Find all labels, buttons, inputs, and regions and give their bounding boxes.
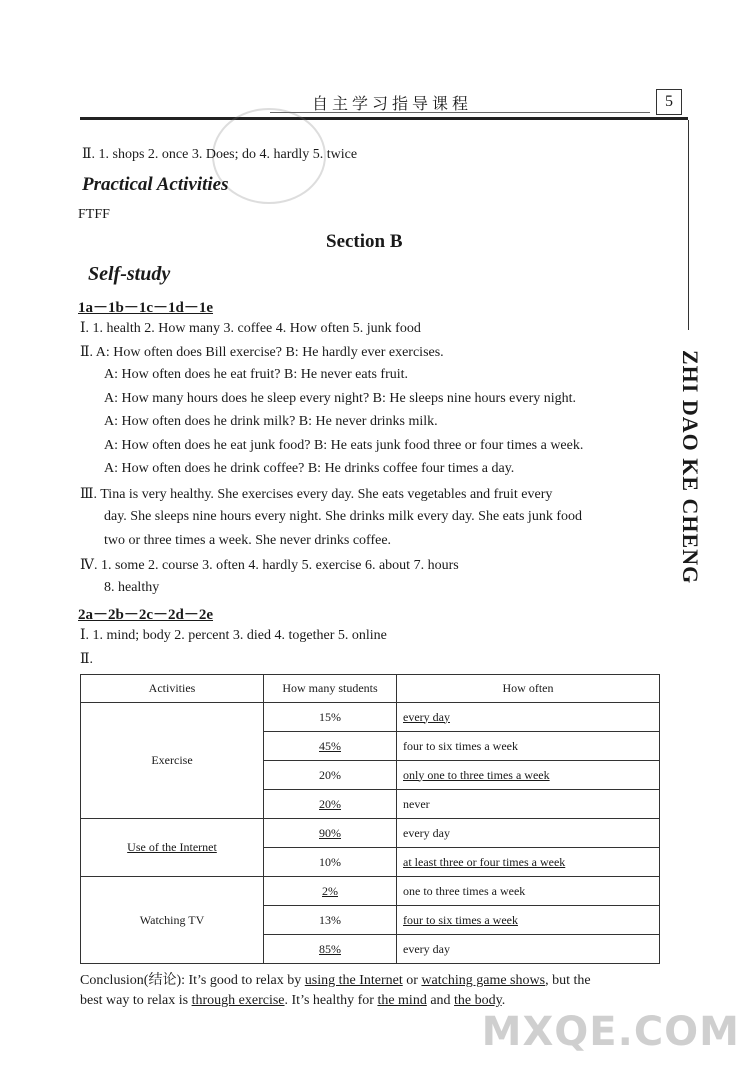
table-header-row (81, 675, 660, 703)
conclusion-answer: the mind (377, 993, 427, 1008)
often-cell: four to six times a week (403, 912, 518, 927)
activity-internet: Use of the Internet (127, 840, 217, 854)
often-cell: at least three or four times a week (403, 854, 566, 869)
answer-line: A: How often does he eat junk food? B: He eats junk food three or four times a week. (104, 438, 584, 453)
table-row (81, 877, 660, 906)
answer-line-ii: Ⅱ. 1. shops 2. once 3. Does; do 4. hardly 5. twice (82, 147, 358, 162)
conclusion-text: . It’s healthy for (284, 993, 378, 1008)
page-number: 5 (656, 89, 682, 115)
students-cell: 85% (319, 941, 341, 956)
heading-practical-activities: Practical Activities (82, 174, 229, 195)
students-cell: 15% (264, 703, 397, 732)
often-cell: only one to three times a week (403, 767, 550, 782)
students-cell: 13% (264, 906, 397, 935)
header-rule (80, 117, 688, 120)
conclusion-text: or (402, 973, 422, 988)
conclusion-text: best way to relax is (80, 993, 192, 1008)
header-how-often: How often (397, 675, 660, 703)
paragraph-line: Ⅲ. Tina is very healthy. She exercises every day. She eats vegetables and fruit every (80, 487, 553, 502)
answer-line: Ⅳ. 1. some 2. course 3. often 4. hardly 5. exercise 6. about 7. hours (80, 558, 459, 573)
students-cell: 10% (264, 848, 397, 877)
side-rule (688, 120, 689, 330)
answer-line: Ⅱ. (80, 652, 94, 667)
conclusion-text: and (426, 993, 455, 1008)
often-cell: every day (403, 709, 450, 724)
often-cell: never (403, 796, 430, 811)
conclusion-answer: using the Internet (304, 973, 403, 988)
answer-line: A: How many hours does he sleep every night? B: He sleeps nine hours every night. (104, 391, 577, 406)
side-title: ZHI DAO KE CHENG (678, 350, 703, 585)
students-cell: 20% (319, 796, 341, 811)
answer-ftff: FTFF (78, 207, 110, 222)
conclusion-line-1 (80, 969, 591, 989)
subheading-1a-1e: 1a－1b－1c－1d－1e (78, 300, 214, 316)
conclusion-text: Conclusion(结论): It’s good to relax by (80, 973, 305, 988)
paragraph-line: two or three times a week. She never drinks coffee. (104, 533, 392, 548)
students-cell: 20% (264, 761, 397, 790)
students-cell: 45% (319, 738, 341, 753)
students-cell: 2% (322, 883, 338, 898)
often-cell: every day (403, 825, 450, 840)
activities-table (80, 674, 660, 964)
answer-line: Ⅰ. 1. mind; body 2. percent 3. died 4. together 5. online (80, 628, 387, 643)
conclusion-text: , but the (545, 973, 591, 988)
activity-watching-tv: Watching TV (81, 877, 264, 964)
conclusion-answer: the body (454, 993, 502, 1008)
answer-line: A: How often does he drink coffee? B: He drinks coffee four times a day. (104, 461, 515, 476)
header-activities: Activities (81, 675, 264, 703)
table-row (81, 819, 660, 848)
header-students: How many students (264, 675, 397, 703)
side-title-wrap (678, 350, 703, 585)
heading-self-study: Self-study (88, 263, 171, 285)
answer-line: A: How often does he eat fruit? B: He never eats fruit. (104, 367, 409, 382)
heading-section-b: Section B (326, 231, 403, 252)
conclusion-answer: watching game shows (421, 973, 546, 988)
watermark: MXQE.COM (481, 1009, 740, 1055)
conclusion-line-2 (80, 993, 505, 1009)
often-cell: one to three times a week (403, 883, 526, 898)
table-row (81, 703, 660, 732)
answer-line: A: How often does he drink milk? B: He never drinks milk. (104, 414, 438, 429)
answer-line: Ⅰ. 1. health 2. How many 3. coffee 4. How often 5. junk food (80, 321, 421, 336)
paragraph-line: day. She sleeps nine hours every night. She drinks milk every day. She eats junk food (104, 509, 582, 524)
often-cell: every day (403, 941, 450, 956)
activity-exercise: Exercise (81, 703, 264, 819)
conclusion-answer: through exercise (191, 993, 285, 1008)
subheading-2a-2e: 2a－2b－2c－2d－2e (78, 607, 214, 623)
often-cell: four to six times a week (403, 738, 518, 753)
header-title: 自主学习指导课程 (312, 94, 473, 113)
answer-line: Ⅱ. A: How often does Bill exercise? B: He hardly ever exercises. (80, 345, 444, 360)
students-cell: 90% (319, 825, 341, 840)
conclusion-text: . (501, 993, 506, 1008)
answer-line: 8. healthy (104, 580, 160, 595)
